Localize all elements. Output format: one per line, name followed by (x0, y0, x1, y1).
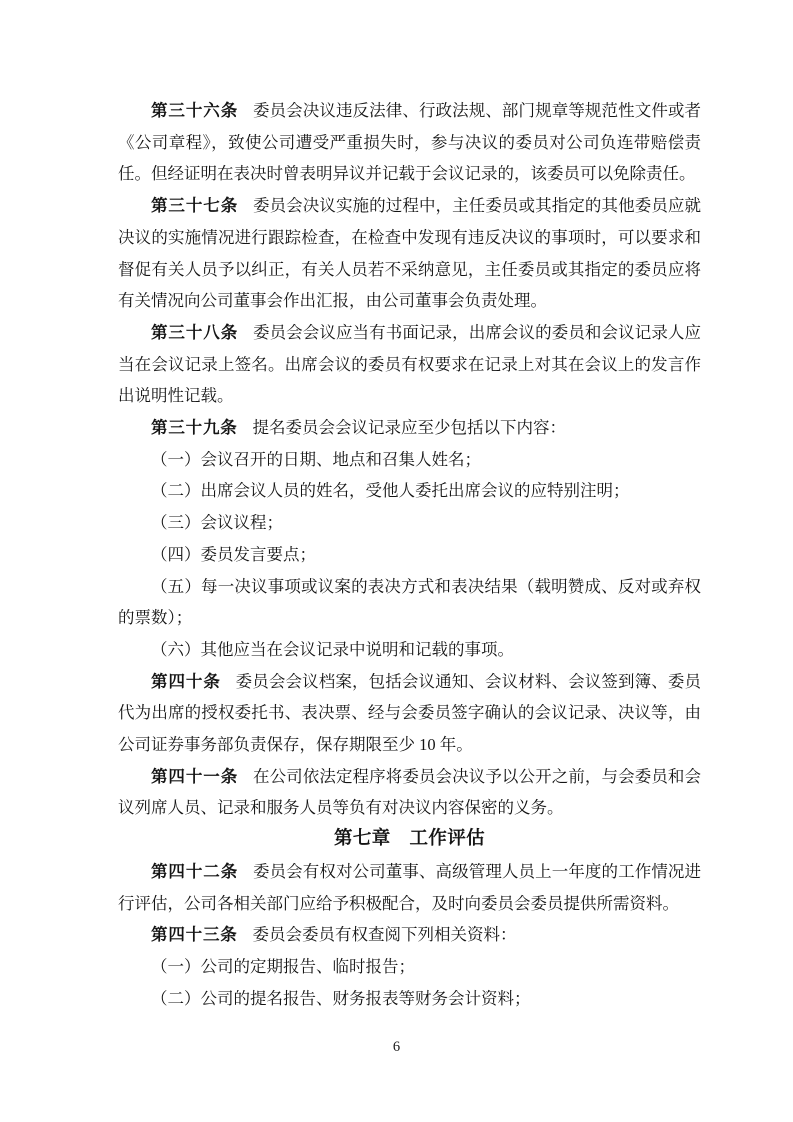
list-item-text: （二）出席会议人员的姓名，受他人委托出席会议的应特别注明； (151, 481, 630, 501)
article-number: 第四十三条 (151, 925, 238, 945)
list-item-text: （三）会议议程； (151, 513, 283, 533)
list-item-paragraph (118, 475, 701, 507)
list-item-text: （一）会议召开的日期、地点和召集人姓名； (151, 449, 481, 469)
article-paragraph (118, 666, 701, 761)
list-item-text: （六）其他应当在会议记录中说明和记载的事项。 (151, 639, 514, 659)
article-number: 第三十九条 (151, 418, 238, 438)
list-item-text: （一）公司的定期报告、临时报告； (151, 956, 415, 976)
list-item-paragraph (118, 951, 701, 983)
article-text: 委员会有权对公司董事、高级管理人员上一年度的工作情况进行评估，公司各相关部门应给予积极配合，及时向委员会委员提供所需资料。 (118, 861, 702, 913)
article-number: 第四十条 (151, 671, 221, 691)
article-paragraph (118, 761, 701, 824)
article-number: 第三十七条 (151, 196, 239, 216)
article-paragraph (118, 190, 701, 317)
article-paragraph (118, 856, 701, 919)
article-paragraph (118, 919, 701, 951)
article-text: 委员会会议应当有书面记录，出席会议的委员和会议记录人应当在会议记录上签名。出席会议的委员有权要求在记录上对其在会议上的发言作出说明性记载。 (118, 322, 702, 406)
article-paragraph (118, 95, 701, 190)
list-item-paragraph (118, 634, 701, 666)
list-item-text: （二）公司的提名报告、财务报表等财务会计资料； (151, 988, 531, 1008)
list-item-paragraph (118, 444, 701, 476)
list-item-paragraph (118, 571, 701, 634)
article-number: 第四十一条 (151, 766, 239, 786)
list-item-paragraph (118, 507, 701, 539)
page-number: 6 (392, 1039, 401, 1055)
article-text: 委员会决议违反法律、行政法规、部门规章等规范性文件或者《公司章程》，致使公司遭受严重损失时，参与决议的委员对公司负连带赔偿责任。但经证明在表决时曾表明异议并记载于会议记录的，该委员可以免除责任。 (118, 101, 702, 184)
list-item-text: （五）每一决议事项或议案的表决方式和表决结果（载明赞成、反对或弃权的票数）； (118, 576, 701, 628)
article-number: 第三十六条 (151, 101, 239, 120)
article-text: 在公司依法定程序将委员会决议予以公开之前，与会委员和会议列席人员、记录和服务人员等负有对决议内容保密的义务。 (118, 766, 702, 818)
chapter-heading: 第七章 工作评估 (334, 829, 485, 850)
article-paragraph (118, 412, 701, 444)
article-number: 第三十八条 (151, 322, 239, 342)
article-text: 委员会会议档案，包括会议通知、会议材料、会议签到簿、委员代为出席的授权委托书、表决票、经与会委员签字确认的会议记录、决议等，由公司证券事务部负责保存，保存期限至少 10 年。 (118, 671, 701, 755)
article-text: 委员会决议实施的过程中，主任委员或其指定的其他委员应就决议的实施情况进行跟踪检查，在检查中发现有违反决议的事项时，可以要求和督促有关人员予以纠正，有关人员若不采纳意见，主任委员或其指定的委员应将有关情况向公司董事会作出汇报，由公司董事会负责处理。 (118, 196, 702, 311)
list-item-paragraph (118, 983, 701, 1015)
list-item-paragraph (118, 539, 701, 571)
article-number: 第四十二条 (151, 861, 239, 881)
article-paragraph (118, 317, 701, 412)
article-text: 提名委员会会议记录应至少包括以下内容： (252, 418, 566, 438)
article-text: 委员会委员有权查阅下列相关资料： (252, 925, 517, 945)
list-item-text: （四）委员发言要点； (151, 544, 316, 564)
